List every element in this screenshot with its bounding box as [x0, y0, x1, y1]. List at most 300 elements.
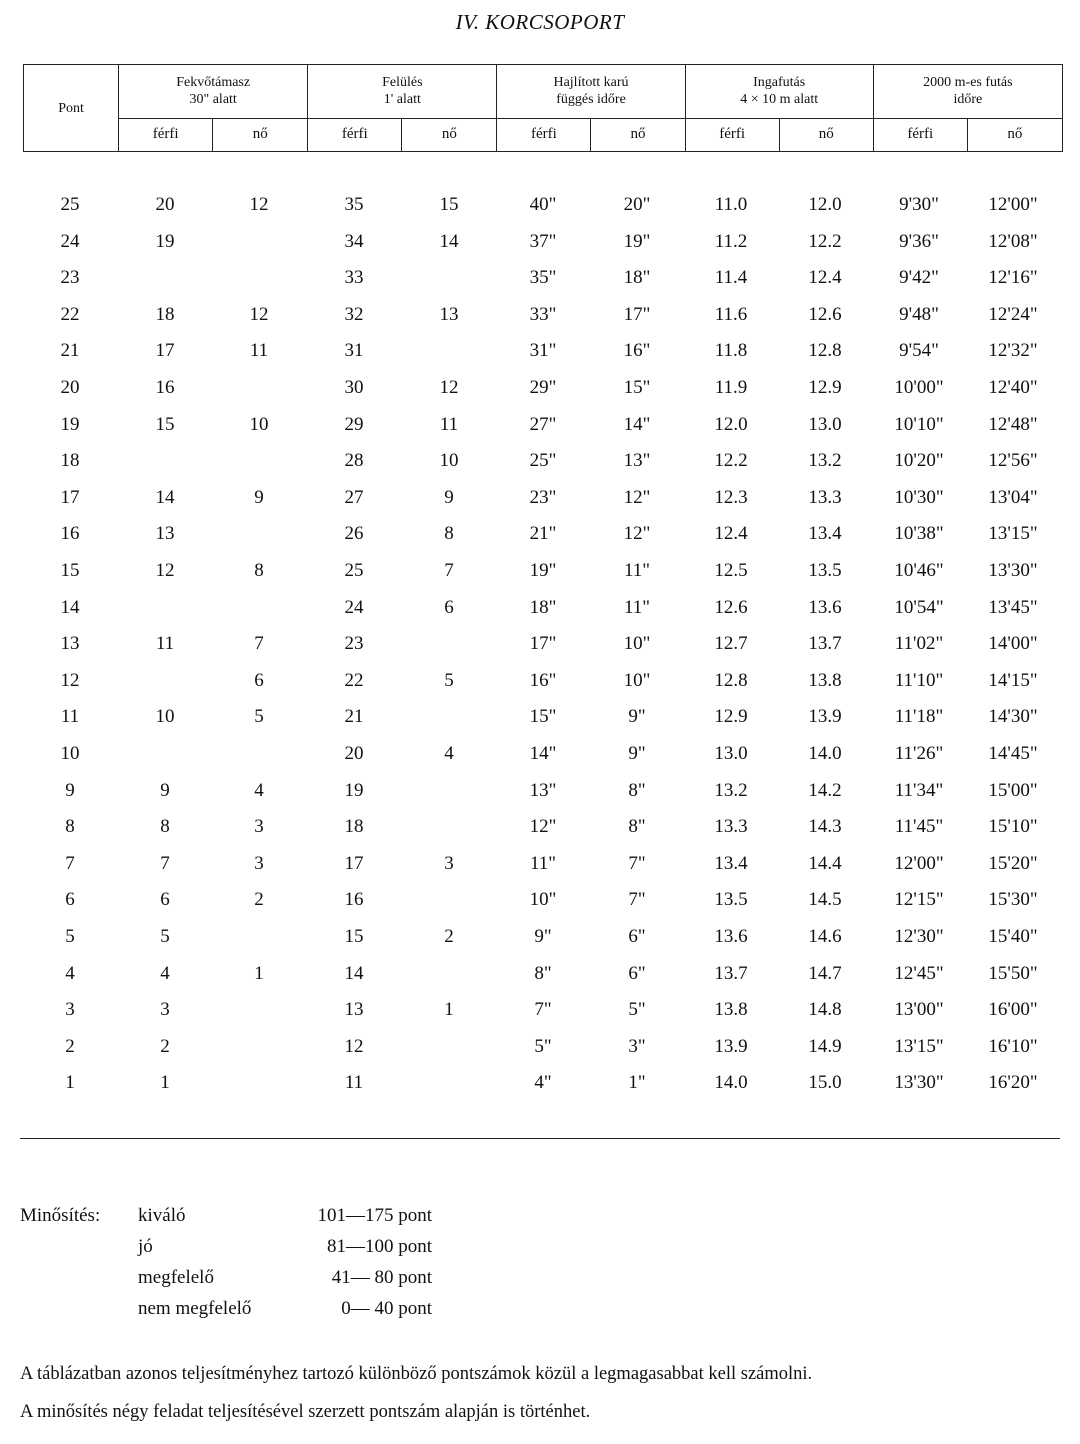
cell-hang-female: 6": [628, 962, 646, 984]
cell-situp-male: 17: [344, 852, 364, 874]
cell-shuttle-female: 14.3: [808, 816, 842, 838]
cell-shuttle-female: 13.6: [808, 596, 842, 618]
cell-pont: 3: [65, 999, 75, 1021]
cell-hang-female: 15": [623, 377, 651, 398]
cell-situp-male: 15: [344, 926, 364, 947]
header-ferfi: férfi: [873, 118, 967, 151]
header-no: nő: [967, 118, 1062, 151]
cell-hang-female: 1": [628, 1072, 646, 1094]
cell-hang-female: 6": [628, 926, 646, 947]
cell-pont: 8: [65, 816, 75, 838]
table-row: [0, 556, 1080, 586]
header-group-2000m: 2000 m-es futás időre: [873, 65, 1062, 119]
cell-run-female: 12'16": [988, 267, 1038, 289]
table-row: [0, 263, 1080, 293]
cell-run-female: 16'00": [988, 999, 1038, 1021]
cell-situp-female: 15: [439, 194, 459, 215]
cell-run-female: 16'10": [988, 1035, 1038, 1057]
cell-situp-male: 24: [344, 596, 364, 618]
cell-hang-female: 12": [623, 486, 651, 508]
cell-shuttle-female: 14.2: [808, 779, 842, 801]
cell-pushup-male: 19: [155, 230, 175, 252]
cell-shuttle-female: 13.4: [808, 523, 842, 545]
cell-situp-female: 7: [444, 560, 454, 581]
cell-run-male: 11'10": [894, 669, 944, 691]
cell-run-male: 12'45": [894, 962, 944, 984]
cell-shuttle-female: 12.8: [808, 340, 842, 362]
cell-hang-male: 14": [529, 743, 557, 764]
cell-hang-male: 23": [529, 486, 557, 508]
cell-run-male: 11'45": [894, 816, 944, 838]
cell-shuttle-male: 13.6: [714, 926, 748, 947]
cell-hang-male: 8": [534, 962, 552, 984]
table-row: [0, 812, 1080, 842]
cell-situp-male: 13: [344, 999, 364, 1021]
header-ferfi: férfi: [119, 118, 213, 151]
grade-range: 41— 80 pont: [331, 1267, 432, 1288]
cell-situp-female: 12: [439, 377, 459, 398]
cell-shuttle-male: 11.8: [714, 340, 748, 362]
cell-pont: 4: [65, 962, 75, 984]
cell-situp-female: 5: [444, 669, 454, 691]
cell-shuttle-female: 14.6: [808, 926, 842, 947]
cell-shuttle-male: 13.3: [714, 816, 748, 838]
header-group-hang: Hajlított karú függés időre: [497, 65, 685, 119]
cell-pushup-female: 2: [254, 889, 264, 911]
cell-situp-male: 22: [344, 669, 364, 691]
cell-situp-female: 2: [444, 926, 454, 947]
cell-situp-female: 11: [439, 413, 459, 435]
cell-run-female: 12'32": [988, 340, 1038, 362]
cell-run-female: 12'08": [988, 230, 1038, 252]
cell-pushup-male: 12: [155, 560, 175, 581]
cell-shuttle-female: 13.3: [808, 486, 842, 508]
header-ferfi: férfi: [685, 118, 779, 151]
cell-situp-female: 4: [444, 743, 454, 764]
grade-range: 101—175 pont: [317, 1205, 432, 1226]
cell-pushup-male: 16: [155, 377, 175, 398]
cell-pushup-female: 12: [249, 303, 269, 325]
cell-shuttle-male: 12.8: [714, 669, 748, 691]
table-row: [0, 190, 1080, 220]
cell-situp-male: 33: [344, 267, 364, 289]
cell-shuttle-male: 12.5: [714, 560, 748, 581]
cell-pushup-male: 20: [155, 194, 175, 215]
cell-situp-female: 8: [444, 523, 454, 545]
cell-pushup-male: 10: [155, 706, 175, 728]
cell-situp-female: 6: [444, 596, 454, 618]
cell-run-male: 12'00": [894, 852, 944, 874]
cell-shuttle-male: 12.6: [714, 596, 748, 618]
cell-hang-female: 11": [623, 560, 651, 581]
grade-label: kiváló: [138, 1205, 186, 1226]
cell-shuttle-male: 13.9: [714, 1035, 748, 1057]
cell-shuttle-female: 13.0: [808, 413, 842, 435]
cell-shuttle-male: 13.7: [714, 962, 748, 984]
cell-situp-female: 10: [439, 450, 459, 472]
cell-shuttle-female: 14.4: [808, 852, 842, 874]
cell-hang-male: 21": [529, 523, 557, 545]
qualification-label: Minősítés:: [20, 1205, 101, 1226]
cell-run-female: 15'10": [988, 816, 1038, 838]
cell-pont: 10: [60, 743, 80, 764]
table-row: [0, 593, 1080, 623]
cell-shuttle-male: 12.4: [714, 523, 748, 545]
table-row: [0, 300, 1080, 330]
cell-shuttle-male: 14.0: [714, 1072, 748, 1094]
cell-run-female: 15'20": [988, 852, 1038, 874]
cell-situp-female: 3: [444, 852, 454, 874]
cell-shuttle-female: 14.7: [808, 962, 842, 984]
cell-run-male: 9'36": [899, 230, 939, 252]
cell-hang-male: 13": [529, 779, 557, 801]
table-row: [0, 995, 1080, 1025]
cell-run-female: 15'40": [988, 926, 1038, 947]
cell-pushup-male: 11: [155, 633, 175, 655]
cell-hang-male: 10": [529, 889, 557, 911]
cell-situp-male: 26: [344, 523, 364, 545]
cell-hang-female: 9": [628, 743, 646, 764]
table-row: [0, 483, 1080, 513]
cell-run-male: 11'18": [894, 706, 944, 728]
cell-run-female: 14'15": [988, 669, 1038, 691]
note: A táblázatban azonos teljesítményhez tartozó különböző pontszámok közül a legmagasabbat kell számolni.: [20, 1364, 813, 1384]
cell-situp-male: 29: [344, 413, 364, 435]
table-row: [0, 410, 1080, 440]
cell-situp-male: 21: [344, 706, 364, 728]
cell-run-male: 9'54": [899, 340, 939, 362]
cell-run-female: 13'15": [988, 523, 1038, 545]
cell-pushup-male: 14: [155, 486, 175, 508]
cell-pont: 23: [60, 267, 80, 289]
cell-shuttle-male: 12.2: [714, 450, 748, 472]
grade-label: nem megfelelő: [138, 1298, 252, 1319]
cell-shuttle-female: 14.0: [808, 743, 842, 764]
cell-shuttle-male: 13.5: [714, 889, 748, 911]
cell-run-female: 15'50": [988, 962, 1038, 984]
header-group-situp: Felülés 1' alatt: [308, 65, 497, 119]
cell-pushup-male: 5: [160, 926, 170, 947]
cell-pushup-male: 2: [160, 1035, 170, 1057]
cell-pushup-female: 3: [254, 852, 264, 874]
cell-pont: 15: [60, 560, 80, 581]
table-row: [0, 519, 1080, 549]
cell-hang-male: 27": [529, 413, 557, 435]
cell-run-female: 12'00": [988, 194, 1038, 215]
cell-run-male: 12'15": [894, 889, 944, 911]
cell-pushup-female: 11: [249, 340, 269, 362]
cell-situp-male: 30: [344, 377, 364, 398]
cell-situp-female: 14: [439, 230, 459, 252]
cell-pushup-male: 4: [160, 962, 170, 984]
cell-shuttle-male: 13.8: [714, 999, 748, 1021]
cell-shuttle-male: 13.4: [714, 852, 748, 874]
cell-shuttle-female: 13.7: [808, 633, 842, 655]
table-row: [0, 666, 1080, 696]
header-ferfi: férfi: [308, 118, 402, 151]
table-row: [0, 776, 1080, 806]
cell-situp-female: 9: [444, 486, 454, 508]
table-row: [0, 702, 1080, 732]
cell-hang-female: 20": [623, 194, 651, 215]
header-group-pushup: Fekvőtámasz 30" alatt: [119, 65, 308, 119]
cell-pont: 19: [60, 413, 80, 435]
cell-shuttle-male: 12.0: [714, 413, 748, 435]
cell-pont: 24: [60, 230, 80, 252]
cell-run-female: 13'30": [988, 560, 1038, 581]
cell-pont: 17: [60, 486, 80, 508]
header-group-shuttle: Ingafutás 4 × 10 m alatt: [685, 65, 873, 119]
cell-shuttle-male: 13.0: [714, 743, 748, 764]
cell-situp-male: 32: [344, 303, 364, 325]
cell-shuttle-female: 12.4: [808, 267, 842, 289]
cell-run-male: 10'38": [894, 523, 944, 545]
cell-run-male: 13'15": [894, 1035, 944, 1057]
cell-pushup-male: 18: [155, 303, 175, 325]
cell-hang-male: 7": [534, 999, 552, 1021]
cell-run-female: 15'00": [988, 779, 1038, 801]
cell-shuttle-female: 12.0: [808, 194, 842, 215]
cell-pont: 6: [65, 889, 75, 911]
cell-shuttle-female: 13.2: [808, 450, 842, 472]
cell-hang-female: 12": [623, 523, 651, 545]
cell-pushup-female: 4: [254, 779, 264, 801]
cell-shuttle-female: 13.5: [808, 560, 842, 581]
header-pont: Pont: [24, 65, 119, 152]
cell-hang-female: 5": [628, 999, 646, 1021]
cell-shuttle-female: 14.9: [808, 1035, 842, 1057]
cell-hang-male: 25": [529, 450, 557, 472]
cell-run-male: 13'00": [894, 999, 944, 1021]
cell-hang-male: 4": [534, 1072, 552, 1094]
grade-range: 0— 40 pont: [341, 1298, 432, 1319]
cell-shuttle-male: 11.4: [714, 267, 748, 289]
cell-situp-male: 34: [344, 230, 364, 252]
cell-situp-male: 19: [344, 779, 364, 801]
cell-shuttle-male: 11.0: [714, 194, 748, 215]
header-ferfi: férfi: [497, 118, 591, 151]
cell-run-female: 16'20": [988, 1072, 1038, 1094]
cell-pushup-male: 9: [160, 779, 170, 801]
cell-hang-female: 8": [628, 816, 646, 838]
cell-pushup-female: 10: [249, 413, 269, 435]
cell-run-female: 13'04": [988, 486, 1038, 508]
cell-hang-female: 8": [628, 779, 646, 801]
cell-run-female: 12'48": [988, 413, 1038, 435]
cell-situp-male: 14: [344, 962, 364, 984]
table-row: [0, 629, 1080, 659]
cell-pont: 21: [60, 340, 80, 362]
cell-hang-male: 33": [529, 303, 557, 325]
cell-run-male: 9'30": [899, 194, 939, 215]
cell-hang-female: 19": [623, 230, 651, 252]
cell-run-male: 11'34": [894, 779, 944, 801]
cell-hang-male: 31": [529, 340, 557, 362]
cell-run-male: 10'00": [894, 377, 944, 398]
cell-hang-female: 13": [623, 450, 651, 472]
cell-situp-male: 20: [344, 743, 364, 764]
cell-hang-male: 5": [534, 1035, 552, 1057]
cell-hang-female: 10": [623, 669, 651, 691]
cell-hang-female: 3": [628, 1035, 646, 1057]
cell-run-male: 10'30": [894, 486, 944, 508]
cell-run-male: 12'30": [894, 926, 944, 947]
divider: [20, 1138, 1060, 1139]
cell-run-female: 12'56": [988, 450, 1038, 472]
cell-run-male: 10'46": [894, 560, 944, 581]
cell-pont: 25: [60, 194, 80, 215]
cell-hang-female: 9": [628, 706, 646, 728]
cell-pont: 9: [65, 779, 75, 801]
note: A minősítés négy feladat teljesítésével szerzett pontszám alapján is történhet.: [20, 1402, 591, 1422]
cell-shuttle-female: 14.5: [808, 889, 842, 911]
cell-hang-male: 9": [534, 926, 552, 947]
cell-pont: 1: [65, 1072, 75, 1094]
cell-run-male: 13'30": [894, 1072, 944, 1094]
cell-pont: 16: [60, 523, 80, 545]
cell-shuttle-male: 12.9: [714, 706, 748, 728]
cell-run-female: 12'24": [988, 303, 1038, 325]
cell-pushup-male: 3: [160, 999, 170, 1021]
table-row: [0, 336, 1080, 366]
cell-shuttle-female: 13.9: [808, 706, 842, 728]
grade-range: 81—100 pont: [326, 1236, 432, 1257]
cell-pushup-female: 12: [249, 194, 269, 215]
header-no: nő: [591, 118, 685, 151]
table-row: [0, 1032, 1080, 1062]
cell-situp-female: 1: [444, 999, 454, 1021]
cell-pont: 11: [60, 706, 80, 728]
cell-hang-male: 40": [529, 194, 557, 215]
page-title: IV. KORCSOPORT: [455, 10, 625, 34]
header-no: nő: [779, 118, 873, 151]
cell-situp-male: 27: [344, 486, 364, 508]
cell-shuttle-female: 15.0: [808, 1072, 842, 1094]
cell-shuttle-female: 13.8: [808, 669, 842, 691]
cell-run-female: 14'30": [988, 706, 1038, 728]
cell-pushup-female: 1: [254, 962, 264, 984]
cell-run-male: 10'20": [894, 450, 944, 472]
cell-hang-male: 29": [529, 377, 557, 398]
cell-pushup-female: 6: [254, 669, 264, 691]
cell-run-female: 15'30": [988, 889, 1038, 911]
cell-pushup-male: 7: [160, 852, 170, 874]
cell-pushup-male: 17: [155, 340, 175, 362]
cell-run-male: 11'26": [894, 743, 944, 764]
table-row: [0, 446, 1080, 476]
cell-hang-male: 35": [529, 267, 557, 289]
cell-hang-female: 16": [623, 340, 651, 362]
cell-pushup-male: 1: [160, 1072, 170, 1094]
cell-hang-female: 11": [623, 596, 651, 618]
table-row: [0, 922, 1080, 952]
cell-pushup-male: 8: [160, 816, 170, 838]
cell-situp-male: 18: [344, 816, 364, 838]
table-row: [0, 959, 1080, 989]
cell-hang-male: 12": [529, 816, 557, 838]
cell-hang-male: 19": [529, 560, 557, 581]
cell-shuttle-male: 13.2: [714, 779, 748, 801]
cell-situp-male: 16: [344, 889, 364, 911]
cell-shuttle-male: 11.6: [714, 303, 748, 325]
cell-hang-female: 10": [623, 633, 651, 655]
table-row: [0, 885, 1080, 915]
grade-label: megfelelő: [138, 1267, 214, 1288]
cell-pont: 20: [60, 377, 80, 398]
cell-pushup-female: 8: [254, 560, 264, 581]
grade-label: jó: [138, 1236, 153, 1257]
cell-pushup-female: 3: [254, 816, 264, 838]
cell-run-male: 10'54": [894, 596, 944, 618]
cell-situp-male: 35: [344, 194, 364, 215]
cell-run-male: 11'02": [894, 633, 944, 655]
header-no: nő: [213, 118, 308, 151]
cell-pushup-female: 9: [254, 486, 264, 508]
cell-run-female: 13'45": [988, 596, 1038, 618]
cell-hang-female: 17": [623, 303, 651, 325]
cell-hang-female: 7": [628, 852, 646, 874]
cell-hang-male: 16": [529, 669, 557, 691]
cell-situp-male: 12: [344, 1035, 364, 1057]
cell-shuttle-female: 14.8: [808, 999, 842, 1021]
cell-situp-male: 23: [344, 633, 364, 655]
cell-pont: 18: [60, 450, 80, 472]
cell-shuttle-female: 12.6: [808, 303, 842, 325]
cell-run-male: 9'48": [899, 303, 939, 325]
cell-hang-male: 15": [529, 706, 557, 728]
cell-hang-female: 7": [628, 889, 646, 911]
cell-situp-male: 31: [344, 340, 364, 362]
cell-situp-female: 13: [439, 303, 459, 325]
cell-pont: 7: [65, 852, 75, 874]
header-no: nő: [402, 118, 497, 151]
cell-pushup-male: 15: [155, 413, 175, 435]
table-row: [0, 373, 1080, 403]
cell-pont: 22: [60, 303, 80, 325]
cell-pont: 14: [60, 596, 80, 618]
table-row: [0, 227, 1080, 257]
cell-hang-female: 14": [623, 413, 651, 435]
table-row: [0, 849, 1080, 879]
cell-run-female: 12'40": [988, 377, 1038, 398]
cell-shuttle-female: 12.2: [808, 230, 842, 252]
cell-shuttle-male: 11.9: [714, 377, 748, 398]
cell-hang-male: 17": [529, 633, 557, 655]
cell-pushup-female: 5: [254, 706, 264, 728]
cell-situp-male: 28: [344, 450, 364, 472]
table-header: [23, 64, 1063, 152]
cell-situp-male: 11: [344, 1072, 364, 1094]
cell-shuttle-female: 12.9: [808, 377, 842, 398]
cell-pushup-male: 6: [160, 889, 170, 911]
cell-run-female: 14'00": [988, 633, 1038, 655]
cell-hang-male: 11": [529, 852, 557, 874]
cell-run-male: 10'10": [894, 413, 944, 435]
cell-hang-male: 37": [529, 230, 557, 252]
cell-pont: 5: [65, 926, 75, 947]
cell-pont: 2: [65, 1035, 75, 1057]
cell-situp-male: 25: [344, 560, 364, 581]
cell-hang-female: 18": [623, 267, 651, 289]
cell-pont: 12: [60, 669, 80, 691]
cell-pont: 13: [60, 633, 80, 655]
cell-run-male: 9'42": [899, 267, 939, 289]
cell-pushup-male: 13: [155, 523, 175, 545]
cell-shuttle-male: 12.7: [714, 633, 748, 655]
table-row: [0, 1068, 1080, 1098]
cell-shuttle-male: 11.2: [714, 230, 748, 252]
table-row: [0, 739, 1080, 769]
